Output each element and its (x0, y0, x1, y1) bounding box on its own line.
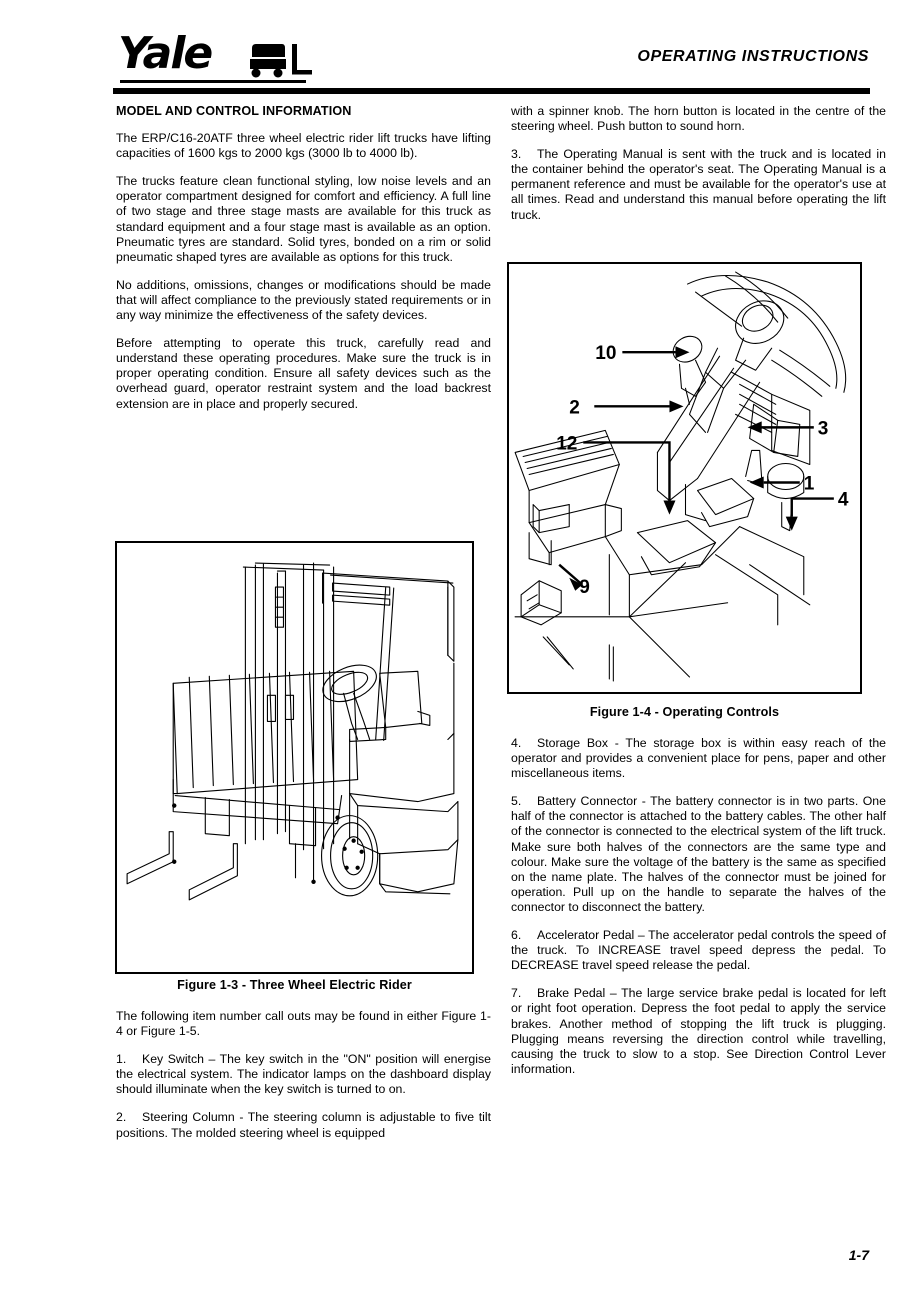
yale-logo (118, 28, 328, 84)
numbered-item (511, 736, 886, 781)
forklift-icon (246, 40, 318, 78)
item-number: 7. (511, 986, 522, 1001)
right-column-upper (511, 104, 886, 223)
paragraph: The ERP/C16-20ATF three wheel electric rider lift trucks have lifting capacities of 1600 kgs to 2000 kgs (3000 lb to 4000 lb). (116, 131, 491, 161)
operating-controls-line-drawing (509, 264, 860, 692)
paragraph: The trucks feature clean functional styling, low noise levels and an operator compartment designed for comfort and efficiency. A full line of two stage and three stage masts are available for this truck as standard equipment and a four stage mast is available as an option. Pneumatic tyres are standard. Solid tyres, bonded on a rim or solid pneumatic shaped tyres are available as options for this truck. (116, 174, 491, 264)
numbered-item (116, 1110, 491, 1140)
item-text: Brake Pedal – The large service brake pedal is located for left or right foot operation. Depress the foot pedal to apply the service brakes. Another method of stopping the lift truck is plugging. Plugging means reversing the direction control while travelling, causing the truck to slow to a stop. See Direction Control Lever information. (511, 986, 886, 1076)
header-title: OPERATING INSTRUCTIONS (637, 48, 869, 65)
item-text: Steering Column - The steering column is adjustable to five tilt positions. The molded steering wheel is equipped (116, 1110, 491, 1140)
right-column-lower (511, 736, 886, 1077)
section-heading: MODEL AND CONTROL INFORMATION (116, 104, 352, 118)
brand-wordmark: Yale (118, 28, 212, 79)
left-column-lower (116, 1009, 491, 1141)
figure-1-3-caption: Figure 1-3 - Three Wheel Electric Rider (177, 978, 412, 992)
callout-4: 4 (837, 489, 849, 511)
callout-1: 1 (803, 473, 815, 495)
logo-underline (120, 80, 306, 83)
figure-1-4-image (507, 262, 862, 694)
item-text: Battery Connector - The battery connector is in two parts. One half of the connector is attached to the battery cables. The other half of the connector is connected to the electrical system of the lift truck. Make sure both halves of the connectors are the same type and colour. Make sure the voltage of the battery is the same as specified on the name plate. The halves of the connector must be joined for operation. Pull up on the handle to separate the halves of the connector to disconnect the battery. (511, 794, 886, 914)
item-text: Accelerator Pedal – The accelerator pedal controls the speed of the truck. To INCREASE travel speed depress the pedal. To DECREASE travel speed release the pedal. (511, 928, 886, 973)
item-number: 3. (511, 147, 522, 162)
page-number: 1-7 (848, 1247, 869, 1263)
paragraph: The following item number call outs may be found in either Figure 1-4 or Figure 1-5. (116, 1009, 491, 1039)
callout-10: 10 (595, 343, 617, 365)
item-number: 2. (116, 1110, 127, 1125)
figure-1-4-caption: Figure 1-4 - Operating Controls (589, 705, 780, 719)
callout-9: 9 (579, 576, 590, 598)
callout-12: 12 (556, 433, 578, 455)
numbered-item (511, 986, 886, 1077)
item-number: 6. (511, 928, 522, 943)
paragraph: with a spinner knob. The horn button is located in the centre of the steering wheel. Push button to sound horn. (511, 104, 886, 134)
left-column (116, 104, 491, 412)
item-text: The Operating Manual is sent with the truck and is located in the container behind the operator's seat. The Operating Manual is a permanent reference and must be available for the operator's use at all times. Read and understand this manual before operating the lift truck. (511, 147, 886, 222)
item-number: 4. (511, 736, 522, 750)
numbered-item (511, 794, 886, 915)
numbered-item (511, 928, 886, 973)
item-number: 5. (511, 794, 522, 809)
item-text: Key Switch – The key switch in the "ON" position will energise the electrical system. The indicator lamps on the dashboard display should illuminate when the key switch is turned to on. (116, 1052, 491, 1097)
forklift-line-drawing (117, 543, 472, 972)
callout-2: 2 (569, 397, 580, 419)
header-rule (113, 88, 870, 94)
item-text: Storage Box - The storage box is within easy reach of the operator and provides a convenient place for pens, paper and other miscellaneous items. (511, 736, 886, 781)
paragraph: No additions, omissions, changes or modifications should be made that will affect compliance to the previously stated requirements or in any way minimize the effectiveness of the safety devices. (116, 277, 491, 323)
page-header (0, 0, 905, 100)
numbered-item (116, 1052, 491, 1097)
figure-1-3-image (115, 541, 474, 974)
item-number: 1. (116, 1052, 127, 1067)
callout-3: 3 (817, 418, 829, 440)
numbered-item (511, 147, 886, 222)
paragraph: Before attempting to operate this truck, carefully read and understand these operating procedures. Make sure the truck is in proper operating condition. Ensure all safety devices such as the overhead guard, operator restraint system and the load backrest extension are in place and properly secured. (116, 336, 491, 411)
